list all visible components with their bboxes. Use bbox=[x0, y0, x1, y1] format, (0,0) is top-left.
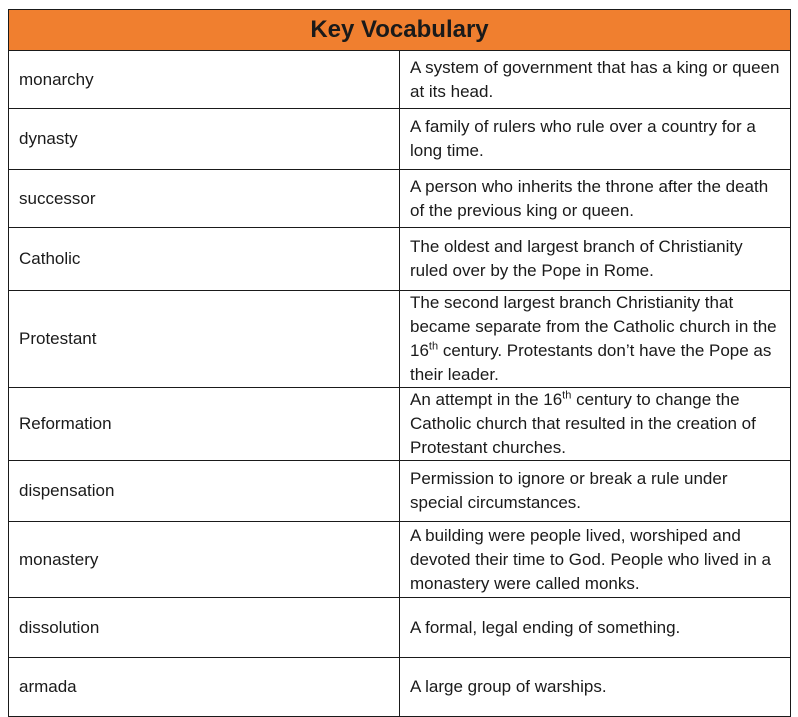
definition-cell: A person who inherits the throne after the death of the previous king or queen. bbox=[400, 170, 791, 228]
definition-cell bbox=[400, 388, 791, 461]
definition-cell: A building were people lived, worshiped and devoted their time to God. People who lived in a monastery were called monks. bbox=[400, 522, 791, 598]
term-cell: Reformation bbox=[9, 388, 400, 461]
table-row bbox=[9, 461, 791, 522]
table-row bbox=[9, 228, 791, 291]
ordinal-suffix: th bbox=[428, 340, 439, 353]
definition-cell bbox=[400, 291, 791, 388]
definition-text: An attempt in the 16 bbox=[410, 390, 563, 409]
table-title: Key Vocabulary bbox=[9, 10, 791, 51]
definition-cell: The oldest and largest branch of Christianity ruled over by the Pope in Rome. bbox=[400, 228, 791, 291]
ordinal-suffix: th bbox=[562, 389, 572, 402]
term-cell: dissolution bbox=[9, 598, 400, 658]
definition-text: The second largest branch Christianity that became separate from the Catholic church in the 16 bbox=[410, 293, 777, 360]
definition-cell: A formal, legal ending of something. bbox=[400, 598, 791, 658]
definition-cell: A system of government that has a king or queen at its head. bbox=[400, 51, 791, 109]
table-row bbox=[9, 170, 791, 228]
table-row bbox=[9, 522, 791, 598]
table-row bbox=[9, 598, 791, 658]
table-row bbox=[9, 291, 791, 388]
definition-text: century. Protestants don’t have the Pope as their leader. bbox=[410, 341, 772, 384]
definition-cell: A family of rulers who rule over a country for a long time. bbox=[400, 109, 791, 170]
vocabulary-table bbox=[8, 9, 791, 717]
term-cell: monarchy bbox=[9, 51, 400, 109]
definition-cell: Permission to ignore or break a rule under special circumstances. bbox=[400, 461, 791, 522]
table-row bbox=[9, 51, 791, 109]
term-cell: monastery bbox=[9, 522, 400, 598]
definition-text: century to change the Catholic church that resulted in the creation of Protestant churches. bbox=[410, 390, 756, 457]
term-cell: successor bbox=[9, 170, 400, 228]
definition-cell: A large group of warships. bbox=[400, 658, 791, 717]
term-cell: dynasty bbox=[9, 109, 400, 170]
term-cell: Catholic bbox=[9, 228, 400, 291]
term-cell: dispensation bbox=[9, 461, 400, 522]
table-row bbox=[9, 658, 791, 717]
table-row bbox=[9, 388, 791, 461]
table-row bbox=[9, 109, 791, 170]
term-cell: armada bbox=[9, 658, 400, 717]
term-cell: Protestant bbox=[9, 291, 400, 388]
title-row bbox=[9, 10, 791, 51]
